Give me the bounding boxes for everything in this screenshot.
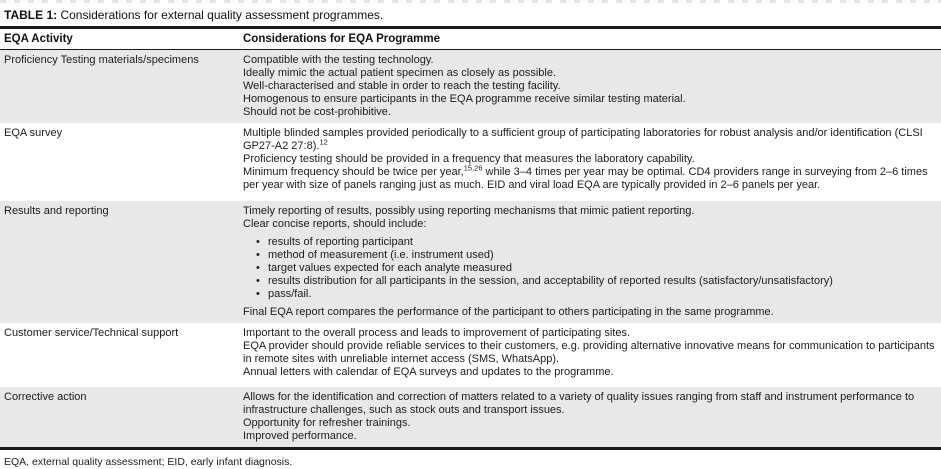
header-eqa-activity: EQA Activity (4, 33, 73, 45)
bullet-item: • results distribution for all participants in the session, and acceptability of reported results (satisfactory/unsatisfactory) (243, 275, 935, 288)
table-row-proficiency-testing (0, 50, 941, 123)
activity-cell: Proficiency Testing materials/specimens (4, 54, 199, 66)
eqa-considerations-table (0, 26, 941, 450)
table-header-row (0, 29, 941, 50)
considerations-cell (243, 327, 941, 383)
activity-cell: EQA survey (4, 127, 63, 139)
consideration-text: while 3–4 times per year may be optimal. CD4 providers range in surveying from 2–6 times per year with size of panels ranging just as much. EID and viral load EQA are typically provided in 2–6 panels per year. (243, 166, 928, 191)
considerations-cell (243, 54, 941, 119)
consideration-line: Important to the overall process and leads to improvement of participating sites. (243, 327, 631, 339)
bullet-item: • pass/fail. (243, 288, 935, 301)
table-caption-text: Considerations for external quality assessment programmes. (57, 8, 384, 22)
reference-superscript: 15,26 (463, 163, 483, 173)
table-caption (0, 3, 941, 26)
header-considerations: Considerations for EQA Programme (243, 33, 441, 45)
table-row-results-reporting (0, 201, 941, 323)
consideration-text: Minimum frequency should be twice per year, (243, 166, 464, 178)
reference-superscript: 12 (319, 137, 328, 147)
activity-cell: Results and reporting (4, 205, 109, 217)
consideration-line (243, 163, 935, 192)
consideration-line: Allows for the identification and correction of matters related to a variety of quality issues ranging from staff and instrument performance to infrastructure challenges, such as stock outs and transport issues. (243, 391, 915, 416)
consideration-line: Timely reporting of results, possibly using reporting mechanisms that mimic patient reporting. (243, 205, 695, 217)
considerations-cell (243, 391, 941, 443)
activity-cell: Corrective action (4, 391, 87, 403)
cropped-text-fringe (0, 0, 941, 3)
table-row-corrective-action (0, 387, 941, 447)
bullet-item: • target values expected for each analyte measured (243, 262, 935, 275)
considerations-cell (243, 205, 941, 319)
consideration-line: Improved performance. (243, 430, 357, 442)
consideration-line: Compatible with the testing technology. (243, 54, 434, 66)
consideration-line: Opportunity for refresher trainings. (243, 417, 411, 429)
table-row-eqa-survey (0, 123, 941, 201)
bullet-item: • method of measurement (i.e. instrument used) (243, 249, 935, 262)
consideration-line: Annual letters with calendar of EQA surveys and updates to the programme. (243, 366, 614, 378)
table-caption-label: TABLE 1: (4, 8, 58, 22)
consideration-line: EQA provider should provide reliable services to their customers, e.g. providing alternative innovative means for communication to participants in remote sites with unreliable internet access (SMS, WhatsApp). (243, 340, 935, 365)
report-contents-list (243, 236, 935, 301)
consideration-line: Ideally mimic the actual patient specimen as closely as possible. (243, 67, 557, 79)
consideration-text: Multiple blinded samples provided periodically to a sufficient group of participating laboratories for robust analysis and/or identification (CLSI GP27-A2 27:8). (243, 127, 923, 152)
table-footnote: EQA, external quality assessment; EID, early infant diagnosis. (4, 456, 293, 468)
consideration-line: Proficiency testing should be provided in a frequency that measures the laboratory capability. (243, 153, 695, 165)
consideration-line: Clear concise reports, should include: (243, 218, 427, 230)
considerations-cell (243, 127, 941, 197)
bullet-item: • results of reporting participant (243, 236, 935, 249)
consideration-line: Should not be cost-prohibitive. (243, 106, 391, 118)
consideration-line: Homogenous to ensure participants in the EQA programme receive similar testing material. (243, 93, 686, 105)
table-row-customer-service (0, 323, 941, 387)
consideration-line (243, 127, 935, 153)
consideration-line: Final EQA report compares the performance of the participant to others participating in the same programme. (243, 306, 774, 318)
consideration-line: Well-characterised and stable in order to reach the testing facility. (243, 80, 561, 92)
activity-cell: Customer service/Technical support (4, 327, 179, 339)
